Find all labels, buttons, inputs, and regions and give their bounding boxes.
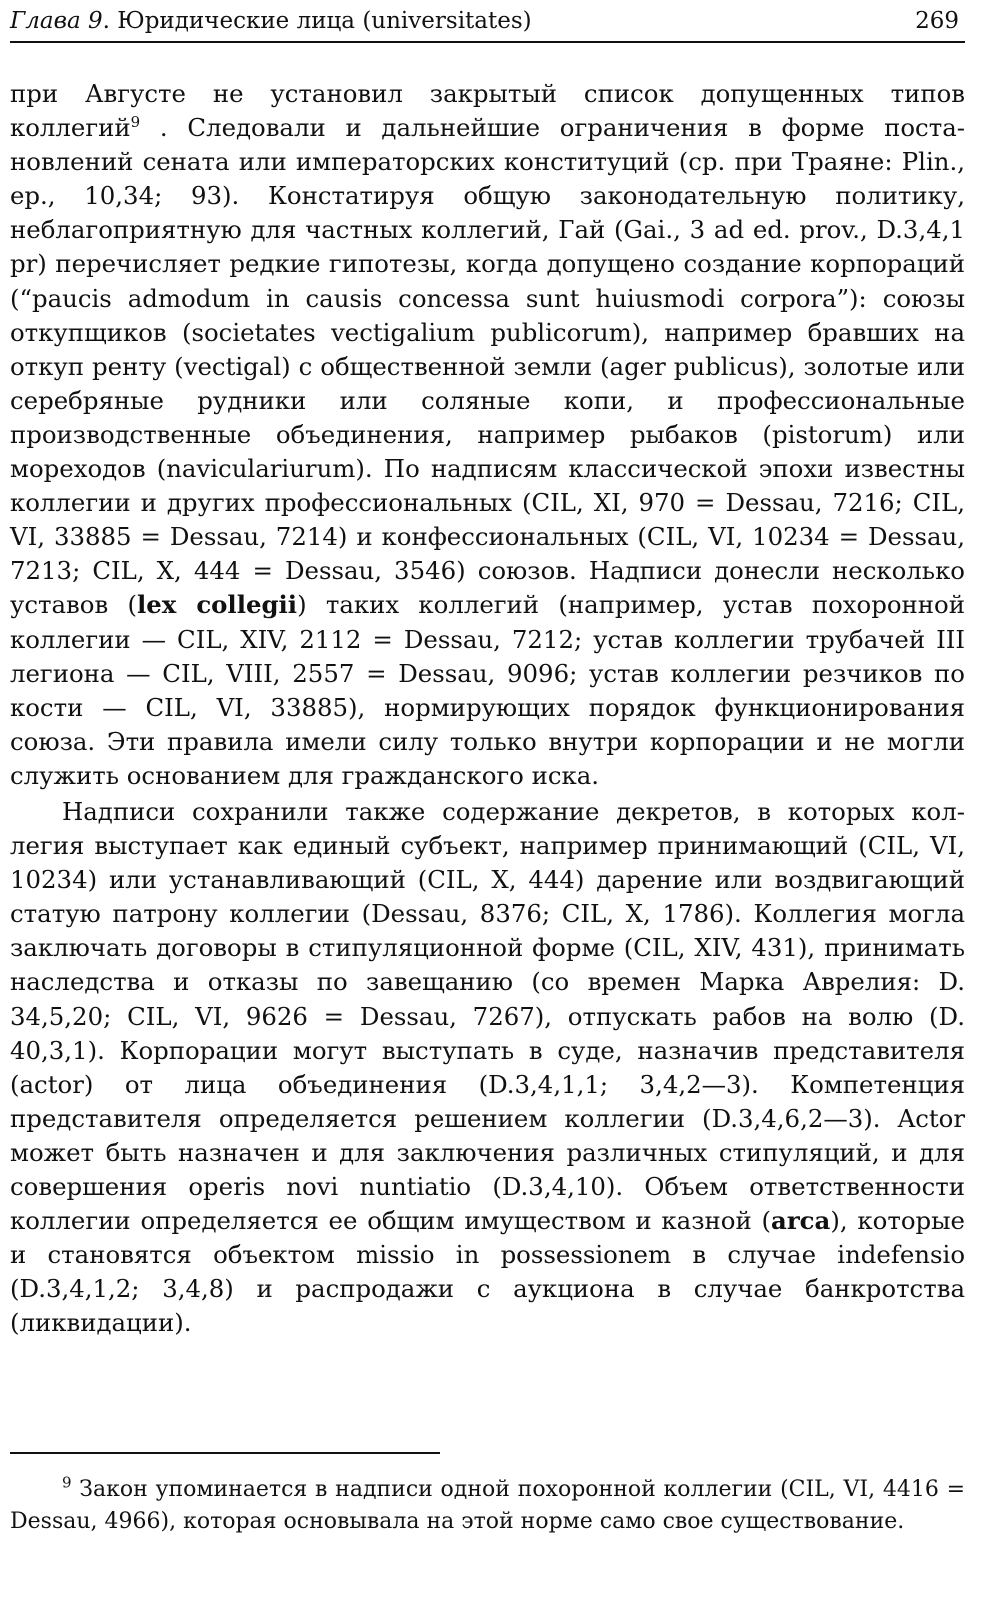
footnote-rule — [10, 1452, 440, 1454]
paragraph-1-text-end: ) таких коллегий (например, устав похоронной коллегии — CIL, XIV, 2112 = Dessau, 7212; устав коллегии трубачей III легиона — CIL, VIII, 2557 = Dessau, 9096; устав коллегии резчиков по кости — CIL, VI, 33885), нормирующих порядок функционирования союза. Эти правила имели силу только внутри корпорации и не могли служить основанием для гражданского иска. — [10, 590, 965, 790]
bold-term-lex-collegii: lex collegii — [136, 590, 298, 620]
paragraph-1-text-start: при Августе не установил закрытый список допущенных типов коллегий — [10, 79, 965, 143]
paragraph-2 — [10, 795, 965, 1341]
running-header — [10, 4, 965, 38]
footnote — [10, 1474, 965, 1538]
body-text — [10, 77, 965, 1340]
footnote-text: Закон упоминается в надписи одной похоронной коллегии (CIL, VI, 4416 = Dessau, 4966), которая основывала на этой норме само свое существование. — [10, 1477, 965, 1534]
bold-term-arca: arca — [771, 1206, 831, 1236]
paragraph-2-text-start: Надписи сохранили также содержание декретов, в которых коллегия выступает как единый субъект, например принимающий (CIL, VI, 10234) или устанавливающий (CIL, X, 444) дарение или воздвигающий статую патрону коллегии (Dessau, 8376; CIL, X, 1786). Коллегия могла заключать договоры в стипуляционной форме (CIL, XIV, 431), принимать наследства и отказы по завещанию (со времен Марка Аврелия: D. 34,5,20; CIL, VI, 9626 = Dessau, 7267), отпускать рабов на волю (D. 40,3,1). Корпорации могут выступать в суде, назначив представителя (actor) от лица объединения (D.3,4,1,1; 3,4,2—3). Компетенция представителя определяется решением коллегии (D.3,4,6,2—3). Actor может быть назначен и для заключения различных стипуляций, и для совершения operis novi nuntiatio (D.3,4,10). Объем ответственности коллегии определяется ее общим имуществом и казной ( — [10, 796, 965, 1236]
paragraph-2-text-end: ), которые и становятся объектом missio in possessionem в случае indefensio (D.3,4,1,2; 3,4,8) и распродажи с аукциона в случае банкротства (ликвидации). — [10, 1206, 965, 1338]
chapter-prefix: Глава 9 — [10, 8, 103, 34]
page-number: 269 — [915, 8, 959, 34]
chapter-title: . Юридические лица (universitates) — [102, 8, 532, 34]
paragraph-1-text-middle: . Следовали и дальнейшие ограничения в форме постановлений сената или императорских конституций (ср. при Траяне: Plin., ер., 10,34; 93). Констатируя общую законодательную политику, неблагоприятную для частных коллегий, Гай (Gai., 3 ad ed. prov., D.3,4,1 pr) перечисляет редкие гипотезы, когда допущено создание корпораций (“paucis admodum in causis concessa sunt huiusmodi corpora”): союзы откупщиков (societates vectigalium publicorum), например бравших на откуп ренту (vectigal) с общественной земли (ager publicus), золотые или серебряные рудники или соляные копи, и профессиональные производственные объединения, например рыбаков (pistorum) или мореходов (naviculariurum). По надписям классической эпохи известны коллегии и других профессиональных (CIL, XI, 970 = Dessau, 7216; CIL, VI, 33885 = Dessau, 7214) и конфессиональных (CIL, VI, 10234 = Dessau, 7213; CIL, X, 444 = Dessau, 3546) союзов. Надписи донесли несколько уставов ( — [10, 113, 965, 620]
book-page — [10, 0, 965, 1600]
paragraph-1 — [10, 77, 965, 793]
footnote-reference[interactable]: 9 — [130, 112, 141, 131]
header-rule — [10, 41, 965, 43]
footnote-number: 9 — [62, 1473, 72, 1492]
